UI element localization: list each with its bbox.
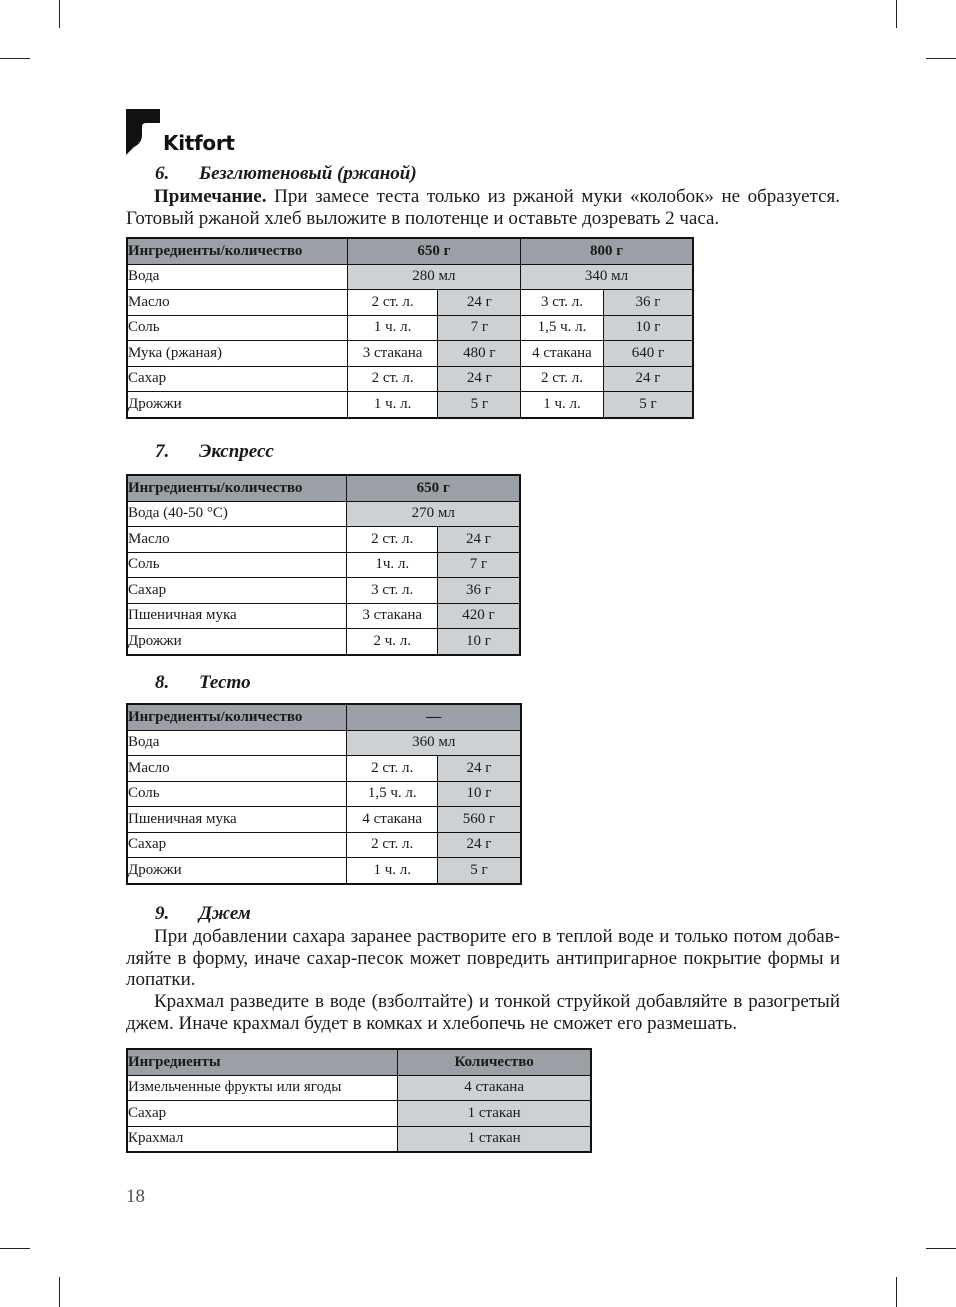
ingredient-cell: Пшеничная мука — [127, 807, 347, 833]
ingredient-cell: Соль — [127, 315, 347, 341]
note-label: Примечание. — [154, 186, 267, 207]
recipe-table-9 — [126, 1048, 592, 1153]
crop-mark — [896, 1277, 897, 1307]
section-number: 7. — [155, 441, 170, 462]
amount-cell: 1 ч. л. — [347, 858, 438, 884]
table-row — [127, 807, 521, 833]
section-9-heading — [155, 903, 251, 925]
weight-cell: 24 г — [438, 366, 521, 392]
amount-cell: 2 ст. л. — [347, 832, 438, 858]
kitfort-logo-icon — [126, 109, 160, 155]
amount-cell: 280 мл — [347, 264, 520, 290]
paragraph-text: Крахмал разведите в воде (взболтайте) и тонкой струйкой добавляйте в разогретый джем. Иначе крахмал будет в комках и хлебопечь не сможет его размешать. — [126, 991, 840, 1034]
crop-mark — [59, 1277, 60, 1307]
weight-cell: 24 г — [438, 756, 521, 782]
ingredient-cell: Сахар — [127, 1101, 398, 1127]
header-cell: Ингредиенты/количество — [127, 475, 347, 501]
paragraph-text: При добавлении сахара заранее растворите его в теплой воде и только потом добав-ляйте в форму, иначе сахар-песок может повредить антипригарное покрытие формы и лопатки. — [126, 926, 840, 990]
recipe-table-6 — [126, 237, 694, 419]
table-row — [127, 832, 521, 858]
table-row — [127, 527, 520, 553]
table-row — [127, 858, 521, 884]
weight-cell: 24 г — [603, 366, 693, 392]
table-row — [127, 341, 693, 367]
table-row — [127, 578, 520, 604]
section-8-heading — [155, 672, 251, 694]
amount-cell: 4 стакана — [347, 807, 438, 833]
section-number: 9. — [155, 903, 170, 924]
weight-cell: 24 г — [438, 527, 520, 553]
weight-cell: 640 г — [603, 341, 693, 367]
header-cell: 800 г — [521, 238, 693, 264]
section-6-heading — [155, 163, 417, 185]
crop-mark — [0, 1248, 30, 1249]
amount-cell: 1,5 ч. л. — [521, 315, 604, 341]
recipe-table-7 — [126, 474, 521, 656]
table-row — [127, 552, 520, 578]
weight-cell: 420 г — [438, 603, 520, 629]
table-row — [127, 264, 693, 290]
amount-cell: 2 ст. л. — [347, 756, 438, 782]
header-cell: Ингредиенты/количество — [127, 704, 347, 730]
amount-cell: 340 мл — [521, 264, 693, 290]
table-row — [127, 756, 521, 782]
kitfort-logo — [126, 109, 235, 155]
section-9-paragraph-2 — [126, 991, 840, 1034]
table-row — [127, 1126, 591, 1152]
weight-cell: 36 г — [603, 290, 693, 316]
table-row — [127, 501, 520, 527]
ingredient-cell: Сахар — [127, 366, 347, 392]
ingredient-cell: Крахмал — [127, 1126, 398, 1152]
table-row — [127, 366, 693, 392]
amount-cell: 2 ст. л. — [347, 290, 438, 316]
ingredient-cell: Пшеничная мука — [127, 603, 347, 629]
table-row — [127, 730, 521, 756]
section-title: Тесто — [199, 672, 251, 693]
table-header-row — [127, 475, 520, 501]
crop-mark — [896, 0, 897, 28]
table-header-row — [127, 1049, 591, 1075]
ingredient-cell: Дрожжи — [127, 858, 347, 884]
amount-cell: 1ч. л. — [347, 552, 438, 578]
section-title: Экспресс — [199, 441, 274, 462]
ingredient-cell: Дрожжи — [127, 392, 347, 418]
section-number: 6. — [155, 163, 170, 184]
brand-name: Kitfort — [163, 131, 235, 155]
amount-cell: 2 ч. л. — [347, 629, 438, 655]
ingredient-cell: Соль — [127, 552, 347, 578]
section-7-heading — [155, 441, 274, 463]
weight-cell: 480 г — [438, 341, 521, 367]
ingredient-cell: Измельченные фрукты или ягоды — [127, 1075, 398, 1101]
header-cell: 650 г — [347, 238, 520, 264]
weight-cell: 10 г — [438, 781, 521, 807]
ingredient-cell: Сахар — [127, 578, 347, 604]
header-cell: Ингредиенты/количество — [127, 238, 347, 264]
recipe-table-8 — [126, 703, 522, 885]
header-cell: Количество — [398, 1049, 591, 1075]
amount-cell: 4 стакана — [521, 341, 604, 367]
amount-cell: 1 стакан — [398, 1101, 591, 1127]
ingredient-cell: Мука (ржаная) — [127, 341, 347, 367]
amount-cell: 1,5 ч. л. — [347, 781, 438, 807]
amount-cell: 2 ст. л. — [347, 366, 438, 392]
amount-cell: 3 ст. л. — [347, 578, 438, 604]
weight-cell: 560 г — [438, 807, 521, 833]
section-number: 8. — [155, 672, 170, 693]
amount-cell: 3 ст. л. — [521, 290, 604, 316]
ingredient-cell: Вода — [127, 264, 347, 290]
amount-cell: 3 стакана — [347, 341, 438, 367]
weight-cell: 7 г — [438, 315, 521, 341]
table-row — [127, 1075, 591, 1101]
ingredient-cell: Масло — [127, 756, 347, 782]
weight-cell: 5 г — [438, 392, 521, 418]
weight-cell: 24 г — [438, 290, 521, 316]
crop-mark — [926, 58, 956, 59]
section-9-paragraph-1 — [126, 926, 840, 991]
amount-cell: 360 мл — [347, 730, 521, 756]
weight-cell: 7 г — [438, 552, 520, 578]
table-row — [127, 315, 693, 341]
header-cell: Ингредиенты — [127, 1049, 398, 1075]
header-cell: — — [347, 704, 521, 730]
weight-cell: 24 г — [438, 832, 521, 858]
page-number: 18 — [126, 1186, 145, 1207]
table-row — [127, 290, 693, 316]
amount-cell: 1 стакан — [398, 1126, 591, 1152]
weight-cell: 5 г — [438, 858, 521, 884]
weight-cell: 10 г — [438, 629, 520, 655]
amount-cell: 4 стакана — [398, 1075, 591, 1101]
ingredient-cell: Масло — [127, 290, 347, 316]
table-row — [127, 629, 520, 655]
note-text: При замесе теста только из ржаной муки «колобок» не образуется. Готовый ржаной хлеб выложите в полотенце и оставьте дозревать 2 часа. — [126, 186, 840, 229]
table-row — [127, 781, 521, 807]
amount-cell: 3 стакана — [347, 603, 438, 629]
ingredient-cell: Масло — [127, 527, 347, 553]
weight-cell: 5 г — [603, 392, 693, 418]
amount-cell: 1 ч. л. — [347, 392, 438, 418]
ingredient-cell: Соль — [127, 781, 347, 807]
ingredient-cell: Сахар — [127, 832, 347, 858]
table-row — [127, 392, 693, 418]
table-row — [127, 603, 520, 629]
ingredient-cell: Вода — [127, 730, 347, 756]
section-title: Джем — [199, 903, 251, 924]
amount-cell: 270 мл — [347, 501, 520, 527]
amount-cell: 1 ч. л. — [521, 392, 604, 418]
crop-mark — [926, 1248, 956, 1249]
ingredient-cell: Вода (40-50 °C) — [127, 501, 347, 527]
amount-cell: 2 ст. л. — [521, 366, 604, 392]
table-header-row — [127, 238, 693, 264]
header-cell: 650 г — [347, 475, 520, 501]
weight-cell: 36 г — [438, 578, 520, 604]
weight-cell: 10 г — [603, 315, 693, 341]
ingredient-cell: Дрожжи — [127, 629, 347, 655]
amount-cell: 1 ч. л. — [347, 315, 438, 341]
section-title: Безглютеновый (ржаной) — [199, 163, 417, 184]
crop-mark — [0, 58, 30, 59]
amount-cell: 2 ст. л. — [347, 527, 438, 553]
table-row — [127, 1101, 591, 1127]
section-6-note — [126, 186, 840, 229]
crop-mark — [59, 0, 60, 28]
table-header-row — [127, 704, 521, 730]
